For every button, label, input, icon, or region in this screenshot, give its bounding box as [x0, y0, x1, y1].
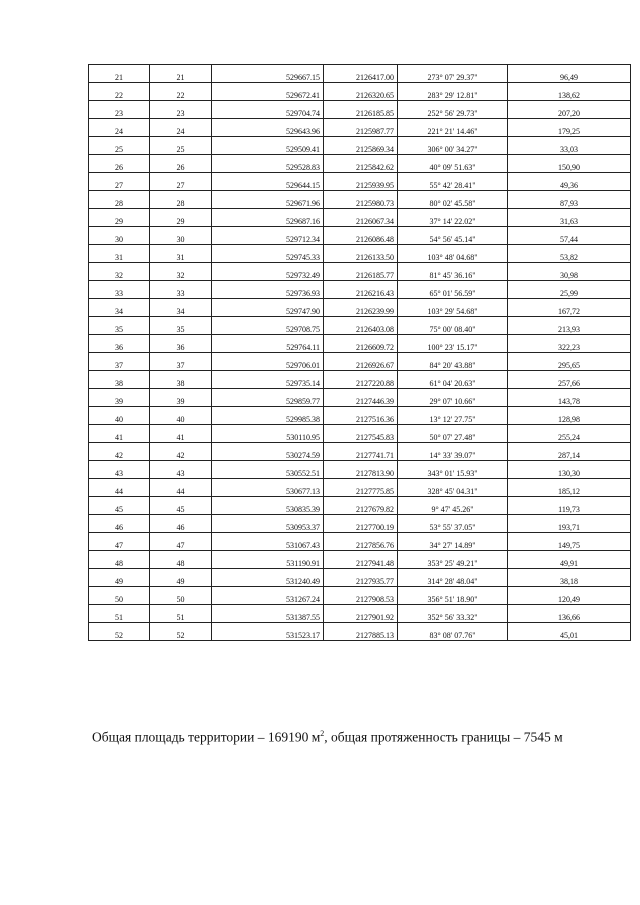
table-row: [89, 317, 631, 335]
segment-length-cell: 30,98: [508, 263, 631, 281]
point-number-cell: 50: [150, 587, 212, 605]
point-number-cell: 28: [150, 191, 212, 209]
direction-angle-cell: 80° 02' 45.58": [398, 191, 508, 209]
segment-length-cell: 257,66: [508, 371, 631, 389]
y-coordinate-cell: 2126320.65: [324, 83, 398, 101]
direction-angle-cell: 252° 56' 29.73": [398, 101, 508, 119]
table-row: [89, 227, 631, 245]
x-coordinate-cell: 530835.39: [212, 497, 324, 515]
y-coordinate-cell: 2126417.00: [324, 65, 398, 83]
x-coordinate-cell: 531067.43: [212, 533, 324, 551]
row-number-cell: 46: [89, 515, 150, 533]
y-coordinate-cell: 2127775.85: [324, 479, 398, 497]
direction-angle-cell: 14° 33' 39.07": [398, 443, 508, 461]
point-number-cell: 45: [150, 497, 212, 515]
table-row: [89, 191, 631, 209]
segment-length-cell: 38,18: [508, 569, 631, 587]
x-coordinate-cell: 529747.90: [212, 299, 324, 317]
table-row: [89, 587, 631, 605]
table-row: [89, 371, 631, 389]
y-coordinate-cell: 2127516.36: [324, 407, 398, 425]
point-number-cell: 23: [150, 101, 212, 119]
y-coordinate-cell: 2127545.83: [324, 425, 398, 443]
y-coordinate-cell: 2126216.43: [324, 281, 398, 299]
segment-length-cell: 138,62: [508, 83, 631, 101]
segment-length-cell: 149,75: [508, 533, 631, 551]
direction-angle-cell: 13° 12' 27.75": [398, 407, 508, 425]
x-coordinate-cell: 529712.34: [212, 227, 324, 245]
x-coordinate-cell: 529667.15: [212, 65, 324, 83]
point-number-cell: 22: [150, 83, 212, 101]
direction-angle-cell: 283° 29' 12.81": [398, 83, 508, 101]
x-coordinate-cell: 529735.14: [212, 371, 324, 389]
x-coordinate-cell: 530110.95: [212, 425, 324, 443]
x-coordinate-cell: 529643.96: [212, 119, 324, 137]
direction-angle-cell: 29° 07' 10.66": [398, 389, 508, 407]
direction-angle-cell: 81° 45' 36.16": [398, 263, 508, 281]
y-coordinate-cell: 2126926.67: [324, 353, 398, 371]
table-row: [89, 407, 631, 425]
y-coordinate-cell: 2126185.77: [324, 263, 398, 281]
row-number-cell: 42: [89, 443, 150, 461]
point-number-cell: 27: [150, 173, 212, 191]
segment-length-cell: 143,78: [508, 389, 631, 407]
y-coordinate-cell: 2127741.71: [324, 443, 398, 461]
segment-length-cell: 207,20: [508, 101, 631, 119]
table-row: [89, 389, 631, 407]
point-number-cell: 25: [150, 137, 212, 155]
x-coordinate-cell: 531267.24: [212, 587, 324, 605]
row-number-cell: 34: [89, 299, 150, 317]
segment-length-cell: 255,24: [508, 425, 631, 443]
x-coordinate-cell: 529732.49: [212, 263, 324, 281]
segment-length-cell: 31,63: [508, 209, 631, 227]
table-row: [89, 119, 631, 137]
table-row: [89, 65, 631, 83]
x-coordinate-cell: 529706.01: [212, 353, 324, 371]
point-number-cell: 26: [150, 155, 212, 173]
x-coordinate-cell: 529509.41: [212, 137, 324, 155]
segment-length-cell: 128,98: [508, 407, 631, 425]
row-number-cell: 35: [89, 317, 150, 335]
table-row: [89, 353, 631, 371]
direction-angle-cell: 306° 00' 34.27": [398, 137, 508, 155]
table-row: [89, 335, 631, 353]
direction-angle-cell: 356° 51' 18.90": [398, 587, 508, 605]
direction-angle-cell: 353° 25' 49.21": [398, 551, 508, 569]
y-coordinate-cell: 2127901.92: [324, 605, 398, 623]
y-coordinate-cell: 2127856.76: [324, 533, 398, 551]
row-number-cell: 52: [89, 623, 150, 641]
x-coordinate-cell: 530274.59: [212, 443, 324, 461]
row-number-cell: 25: [89, 137, 150, 155]
segment-length-cell: 136,66: [508, 605, 631, 623]
table-row: [89, 479, 631, 497]
point-number-cell: 37: [150, 353, 212, 371]
row-number-cell: 43: [89, 461, 150, 479]
table-row: [89, 425, 631, 443]
point-number-cell: 35: [150, 317, 212, 335]
table-row: [89, 461, 631, 479]
segment-length-cell: 185,12: [508, 479, 631, 497]
segment-length-cell: 45,01: [508, 623, 631, 641]
row-number-cell: 49: [89, 569, 150, 587]
direction-angle-cell: 9° 47' 45.26": [398, 497, 508, 515]
row-number-cell: 24: [89, 119, 150, 137]
x-coordinate-cell: 531387.55: [212, 605, 324, 623]
summary-area-unit-exponent: 2: [320, 729, 325, 738]
direction-angle-cell: 34° 27' 14.89": [398, 533, 508, 551]
direction-angle-cell: 221° 21' 14.46": [398, 119, 508, 137]
summary-length-text: , общая протяженность границы – 7545 м: [324, 729, 563, 745]
point-number-cell: 24: [150, 119, 212, 137]
direction-angle-cell: 273° 07' 29.37": [398, 65, 508, 83]
point-number-cell: 42: [150, 443, 212, 461]
table-row: [89, 497, 631, 515]
y-coordinate-cell: 2126403.08: [324, 317, 398, 335]
x-coordinate-cell: 529745.33: [212, 245, 324, 263]
point-number-cell: 40: [150, 407, 212, 425]
table-row: [89, 209, 631, 227]
row-number-cell: 45: [89, 497, 150, 515]
table-row: [89, 173, 631, 191]
direction-angle-cell: 40° 09' 51.63": [398, 155, 508, 173]
point-number-cell: 47: [150, 533, 212, 551]
summary-area-text: Общая площадь территории – 169190 м: [92, 729, 321, 745]
row-number-cell: 44: [89, 479, 150, 497]
segment-length-cell: 96,49: [508, 65, 631, 83]
territory-summary: [92, 729, 563, 746]
point-number-cell: 32: [150, 263, 212, 281]
x-coordinate-cell: 529687.16: [212, 209, 324, 227]
x-coordinate-cell: 529859.77: [212, 389, 324, 407]
row-number-cell: 36: [89, 335, 150, 353]
table-row: [89, 299, 631, 317]
y-coordinate-cell: 2126133.50: [324, 245, 398, 263]
direction-angle-cell: 50° 07' 27.48": [398, 425, 508, 443]
direction-angle-cell: 84° 20' 43.88": [398, 353, 508, 371]
point-number-cell: 48: [150, 551, 212, 569]
x-coordinate-cell: 530677.13: [212, 479, 324, 497]
y-coordinate-cell: 2126609.72: [324, 335, 398, 353]
row-number-cell: 26: [89, 155, 150, 173]
y-coordinate-cell: 2125939.95: [324, 173, 398, 191]
segment-length-cell: 322,23: [508, 335, 631, 353]
x-coordinate-cell: 529672.41: [212, 83, 324, 101]
table-row: [89, 605, 631, 623]
x-coordinate-cell: 529671.96: [212, 191, 324, 209]
point-number-cell: 41: [150, 425, 212, 443]
row-number-cell: 39: [89, 389, 150, 407]
segment-length-cell: 193,71: [508, 515, 631, 533]
point-number-cell: 29: [150, 209, 212, 227]
segment-length-cell: 49,91: [508, 551, 631, 569]
direction-angle-cell: 55° 42' 28.41": [398, 173, 508, 191]
x-coordinate-cell: 529708.75: [212, 317, 324, 335]
segment-length-cell: 57,44: [508, 227, 631, 245]
row-number-cell: 32: [89, 263, 150, 281]
y-coordinate-cell: 2126185.85: [324, 101, 398, 119]
table-row: [89, 533, 631, 551]
row-number-cell: 41: [89, 425, 150, 443]
point-number-cell: 43: [150, 461, 212, 479]
y-coordinate-cell: 2125980.73: [324, 191, 398, 209]
point-number-cell: 31: [150, 245, 212, 263]
point-number-cell: 51: [150, 605, 212, 623]
table-row: [89, 623, 631, 641]
table-row: [89, 245, 631, 263]
table-row: [89, 137, 631, 155]
direction-angle-cell: 54° 56' 45.14": [398, 227, 508, 245]
x-coordinate-cell: 531523.17: [212, 623, 324, 641]
direction-angle-cell: 103° 29' 54.68": [398, 299, 508, 317]
direction-angle-cell: 100° 23' 15.17": [398, 335, 508, 353]
direction-angle-cell: 37° 14' 22.02": [398, 209, 508, 227]
point-number-cell: 38: [150, 371, 212, 389]
direction-angle-cell: 343° 01' 15.93": [398, 461, 508, 479]
table-row: [89, 443, 631, 461]
segment-length-cell: 287,14: [508, 443, 631, 461]
direction-angle-cell: 103° 48' 04.68": [398, 245, 508, 263]
point-number-cell: 46: [150, 515, 212, 533]
direction-angle-cell: 65° 01' 56.59": [398, 281, 508, 299]
direction-angle-cell: 352° 56' 33.32": [398, 605, 508, 623]
table-row: [89, 569, 631, 587]
point-number-cell: 21: [150, 65, 212, 83]
row-number-cell: 23: [89, 101, 150, 119]
y-coordinate-cell: 2127679.82: [324, 497, 398, 515]
row-number-cell: 51: [89, 605, 150, 623]
y-coordinate-cell: 2126067.34: [324, 209, 398, 227]
point-number-cell: 30: [150, 227, 212, 245]
row-number-cell: 27: [89, 173, 150, 191]
point-number-cell: 49: [150, 569, 212, 587]
point-number-cell: 52: [150, 623, 212, 641]
x-coordinate-cell: 531190.91: [212, 551, 324, 569]
segment-length-cell: 130,30: [508, 461, 631, 479]
row-number-cell: 38: [89, 371, 150, 389]
segment-length-cell: 49,36: [508, 173, 631, 191]
point-number-cell: 36: [150, 335, 212, 353]
point-number-cell: 39: [150, 389, 212, 407]
x-coordinate-cell: 530953.37: [212, 515, 324, 533]
x-coordinate-cell: 531240.49: [212, 569, 324, 587]
table-row: [89, 281, 631, 299]
y-coordinate-cell: 2127941.48: [324, 551, 398, 569]
row-number-cell: 22: [89, 83, 150, 101]
row-number-cell: 48: [89, 551, 150, 569]
direction-angle-cell: 75° 00' 08.40": [398, 317, 508, 335]
segment-length-cell: 167,72: [508, 299, 631, 317]
direction-angle-cell: 61° 04' 20.63": [398, 371, 508, 389]
table-row: [89, 551, 631, 569]
segment-length-cell: 295,65: [508, 353, 631, 371]
segment-length-cell: 150,90: [508, 155, 631, 173]
x-coordinate-cell: 529644.15: [212, 173, 324, 191]
coordinates-table: [88, 64, 631, 641]
direction-angle-cell: 83° 08' 07.76": [398, 623, 508, 641]
y-coordinate-cell: 2126239.99: [324, 299, 398, 317]
table-row: [89, 83, 631, 101]
y-coordinate-cell: 2127885.13: [324, 623, 398, 641]
row-number-cell: 50: [89, 587, 150, 605]
x-coordinate-cell: 529704.74: [212, 101, 324, 119]
row-number-cell: 37: [89, 353, 150, 371]
x-coordinate-cell: 529985.38: [212, 407, 324, 425]
row-number-cell: 47: [89, 533, 150, 551]
segment-length-cell: 179,25: [508, 119, 631, 137]
y-coordinate-cell: 2125987.77: [324, 119, 398, 137]
row-number-cell: 40: [89, 407, 150, 425]
segment-length-cell: 120,49: [508, 587, 631, 605]
row-number-cell: 28: [89, 191, 150, 209]
y-coordinate-cell: 2125842.62: [324, 155, 398, 173]
row-number-cell: 29: [89, 209, 150, 227]
x-coordinate-cell: 529764.11: [212, 335, 324, 353]
table-row: [89, 515, 631, 533]
y-coordinate-cell: 2126086.48: [324, 227, 398, 245]
direction-angle-cell: 328° 45' 04.31": [398, 479, 508, 497]
segment-length-cell: 87,93: [508, 191, 631, 209]
segment-length-cell: 119,73: [508, 497, 631, 515]
direction-angle-cell: 314° 28' 48.04": [398, 569, 508, 587]
y-coordinate-cell: 2127220.88: [324, 371, 398, 389]
point-number-cell: 44: [150, 479, 212, 497]
y-coordinate-cell: 2127813.90: [324, 461, 398, 479]
coordinates-table-body: [89, 65, 631, 641]
x-coordinate-cell: 529736.93: [212, 281, 324, 299]
segment-length-cell: 213,93: [508, 317, 631, 335]
row-number-cell: 33: [89, 281, 150, 299]
y-coordinate-cell: 2127908.53: [324, 587, 398, 605]
table-row: [89, 263, 631, 281]
table-row: [89, 101, 631, 119]
direction-angle-cell: 53° 55' 37.05": [398, 515, 508, 533]
row-number-cell: 31: [89, 245, 150, 263]
segment-length-cell: 53,82: [508, 245, 631, 263]
y-coordinate-cell: 2125869.34: [324, 137, 398, 155]
row-number-cell: 21: [89, 65, 150, 83]
table-row: [89, 155, 631, 173]
point-number-cell: 33: [150, 281, 212, 299]
x-coordinate-cell: 529528.83: [212, 155, 324, 173]
y-coordinate-cell: 2127700.19: [324, 515, 398, 533]
x-coordinate-cell: 530552.51: [212, 461, 324, 479]
row-number-cell: 30: [89, 227, 150, 245]
point-number-cell: 34: [150, 299, 212, 317]
y-coordinate-cell: 2127935.77: [324, 569, 398, 587]
segment-length-cell: 33,03: [508, 137, 631, 155]
segment-length-cell: 25,99: [508, 281, 631, 299]
y-coordinate-cell: 2127446.39: [324, 389, 398, 407]
